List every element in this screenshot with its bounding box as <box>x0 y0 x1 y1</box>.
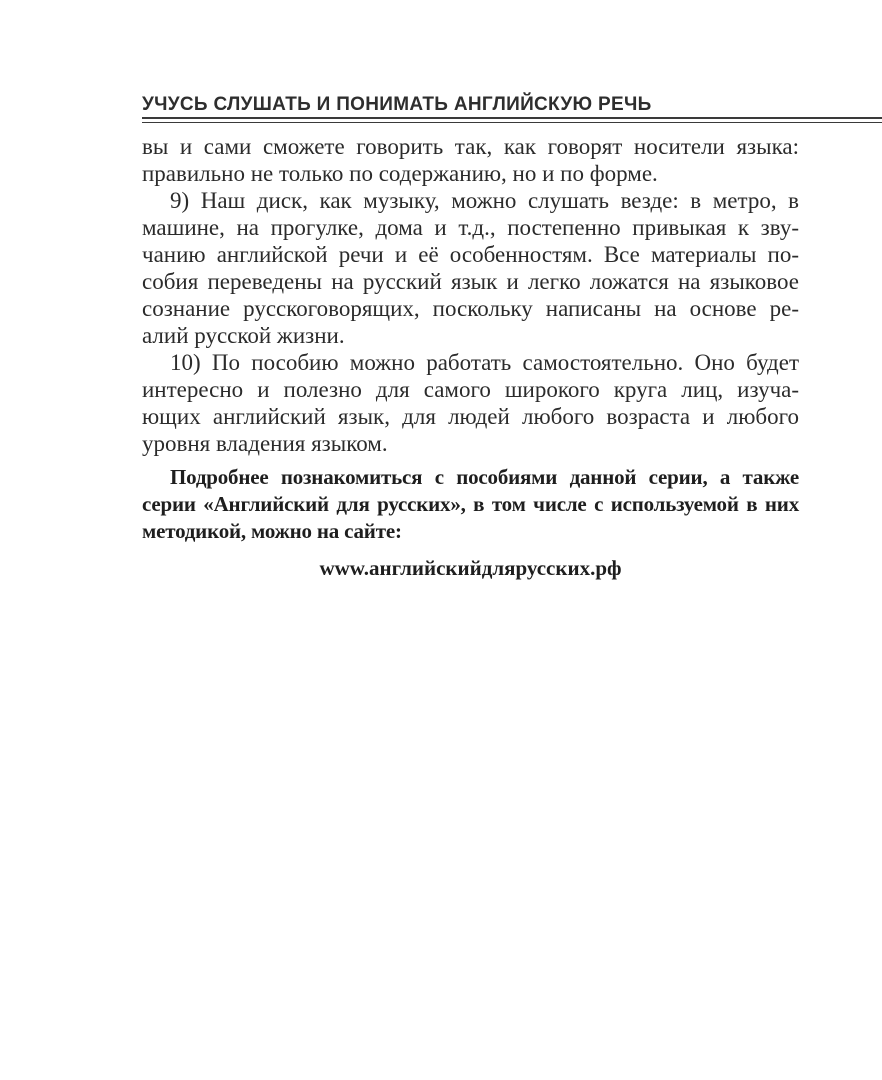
text-line: 9) Наш диск, как музыку, можно слушать везде: в метро, в <box>170 188 799 213</box>
info-line: методикой, можно на сайте: <box>142 519 402 543</box>
running-header: УЧУСЬ СЛУШАТЬ И ПОНИМАТЬ АНГЛИЙСКУЮ РЕЧЬ <box>142 94 652 115</box>
text-line: сознание русскоговорящих, поскольку написаны на основе ре- <box>142 296 799 321</box>
info-line: Подробнее познакомиться с пособиями данной серии, а также <box>170 465 799 489</box>
text-line: интересно и полезно для самого широкого круга лиц, изуча- <box>142 377 799 402</box>
text-line: правильно не только по содержанию, но и по форме. <box>142 161 658 186</box>
header-rule-thick <box>142 117 882 119</box>
text-line: ющих английский язык, для людей любого возраста и любого <box>142 404 799 429</box>
paragraph-9 <box>142 187 799 349</box>
body-text <box>142 133 799 457</box>
info-line: серии «Английский для русских», в том числе с используемой в них <box>142 492 799 516</box>
paragraph-10 <box>142 349 799 457</box>
website-url: www.английскийдлярусских.рф <box>319 556 622 580</box>
header-rule-thin <box>142 122 882 123</box>
text-line: чанию английской речи и её особенностям. Все материалы по- <box>142 242 799 267</box>
text-line: алий русской жизни. <box>142 323 345 348</box>
text-line: 10) По пособию можно работать самостоятельно. Оно будет <box>170 350 799 375</box>
text-line: машине, на прогулке, дома и т.д., постепенно привыкая к зву- <box>142 215 799 240</box>
info-block <box>142 464 799 545</box>
paragraph-continued <box>142 133 799 187</box>
text-line: вы и сами сможете говорить так, как говорят носители языка: <box>142 134 799 159</box>
text-line: собия переведены на русский язык и легко ложатся на языковое <box>142 269 799 294</box>
text-line: уровня владения языком. <box>142 431 388 456</box>
